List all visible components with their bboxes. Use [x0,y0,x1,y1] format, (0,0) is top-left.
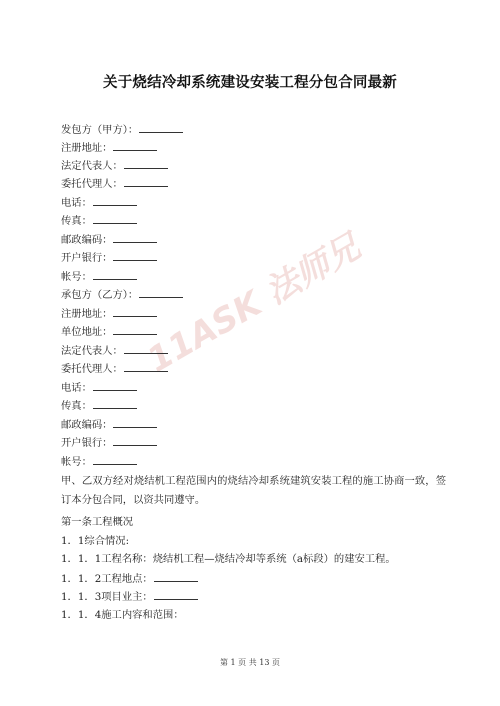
party-b-field-label: 传真： [61,400,92,412]
party-a-field-label: 帐号： [61,271,92,283]
field-blank [93,214,137,224]
field-blank [124,344,168,354]
party-b-field-bank [61,436,157,450]
clause-1-1-4: 1．1．4施工内容和范围： [61,609,184,621]
field-blank [93,196,137,206]
party-a-field-label: 注册地址： [61,142,113,154]
party-a-field-label: 委托代理人： [61,178,123,190]
field-blank [154,572,198,582]
field-blank [124,159,168,169]
field-blank [124,177,168,187]
party-a-heading [61,123,183,137]
watermark-logo [137,226,388,443]
party-b-field-label: 注册地址： [61,308,113,320]
clause-1-1-3 [61,590,198,604]
party-a-field-label: 法定代表人： [61,160,123,172]
party-a-field-label: 开户银行： [61,252,113,264]
article-1-heading: 第一条工程概况 [61,516,134,528]
party-a-heading-label: 发包方（甲方）： [61,124,139,136]
intro-paragraph: 甲、乙双方经对烧结机工程范围内的烧结冷却系统建筑安装工程的施工协商一致，签订本分包合同，以资共同遵守。 [61,475,446,506]
party-b-field-label: 单位地址： [61,326,113,338]
party-a-field-address [61,141,157,155]
party-b-field-address [61,307,157,321]
clause-1-1: 1．1综合情况: [61,535,130,547]
party-b-field-legal-rep [61,344,168,358]
party-a-field-label: 邮政编码： [61,234,113,246]
clause-1-1-2 [61,572,198,586]
party-b-field-account [61,455,137,469]
field-blank [124,362,168,372]
party-b-field-postcode [61,418,157,432]
party-b-field-label: 邮政编码： [61,419,113,431]
party-a-field-postcode [61,233,157,247]
party-b-field-phone [61,381,137,395]
party-a-field-account [61,270,137,284]
party-a-field-agent [61,177,168,191]
field-blank [113,141,157,151]
party-a-field-label: 传真： [61,215,92,227]
field-blank [113,251,157,261]
party-a-field-fax [61,214,137,228]
field-blank [154,590,198,600]
party-a-field-phone [61,196,137,210]
field-blank [113,233,157,243]
document-title: 关于烧结冷却系统建设安装工程分包合同最新 [103,75,397,91]
party-b-field-fax [61,399,137,413]
page-indicator: 第 1 页 共 13 页 [220,658,280,667]
party-b-field-label: 帐号： [61,456,92,468]
party-b-heading-label: 承包方（乙方）： [61,289,139,301]
clause-1-1-1: 1．1．1工程名称：烧结机工程—烧结冷却等系统（a标段）的建安工程。 [61,553,396,565]
party-b-field-label: 法定代表人： [61,345,123,357]
party-a-field-legal-rep [61,159,168,173]
party-b-blank [139,288,183,298]
party-a-field-label: 电话： [61,197,92,209]
party-b-field-label: 开户银行： [61,437,113,449]
party-a-field-bank [61,251,157,265]
field-blank [113,307,157,317]
field-blank [93,270,137,280]
party-a-blank [139,123,183,133]
party-b-field-unit-address [61,325,157,339]
party-b-heading [61,288,183,302]
party-b-field-label: 电话： [61,382,92,394]
field-blank [113,436,157,446]
clause-1-1-2-label: 1．1．2工程地点： [61,573,153,585]
clause-1-1-3-label: 1．1．3项目业主： [61,591,153,603]
field-blank [93,455,137,465]
party-b-field-label: 委托代理人： [61,363,123,375]
party-b-field-agent [61,362,168,376]
watermark-text: 11ASK 法师兄 [140,226,368,381]
field-blank [113,325,157,335]
field-blank [113,418,157,428]
field-blank [93,399,137,409]
field-blank [93,381,137,391]
